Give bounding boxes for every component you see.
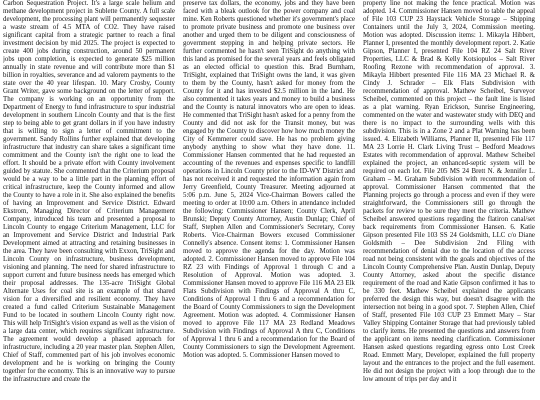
- text-column-right: [363, 0, 535, 400]
- column-text: property line not making the fence practical. Motion was adopted. 14. Commissioner Hansen moved to table the appeal of File 103 CUP 23 Haystack Vehicle Storage – Shipping Containers until the July 3, 2024, Commission meeting. Motion was adopted. Discussion items: 1. Mikayla Hibbert, Planner I, presented the monthly development report. 2. Katie Gipson, Planner I, presented File 104 RZ 24 Salt River Properties, LLC & Brad & Kelly Kotsiopulos – Salt River Roofing Rezone with recommendation of approval. 3. Mikayla Hibbert presented File 116 MA 23 Michael R. & Cindy J. Schrader – Elk Flats Subdivision with recommendation of approval. Mathew Scheibel, Surveyor Scheibel, commented on this project – the fault line is listed as a plat warning. Ryan Erickson, Sunrise Engineering, commented on the water and wastewater study with DEQ and there is no impact to the surrounding wells with this subdivision. This is in a Zone 2 and a Plat Warning has been issued. 4. Elizabeth Williams, Planner II, presented File 117 MA 23 Lorrie H. Clark Living Trust – Bedford Meadows Estates with recommendation of approval. Mathew Scheibel explained the project, an enhanced-septic system will be required on each lot. File 205 MS 24 Brett N. & Jennifer L. Graham – M. Graham Subdivision with recommendation of approval. Commissioner Hansen commented that the Planning projects go through a process and even if they were straightforward, the Commissioners still go through the packets for review to be sure they meet the criteria. Mathew Scheibel answered questions regarding the flatiron canal/set back requirements from Commissioner Hansen. 6. Katie Gipson presented File 103 SS 24 Goldsmith, LLC c/o Diane Goldsmith – Dee Subdivision 2nd Filing with recommendation of denial due to the location of the access road not being consistent with the goals and objectives of the Lincoln County Comprehensive Plan. Austin Dunlap, Deputy County Attorney, asked about the specific distance requirement of the road and Katie Gipson confirmed it has to be 330 feet. Mathew Scheibel explained the applicants preferred the design this way, but doesn't disagree with the intersection not being in a good spot. 7. Stephen Allen, Chief of Staff, presented File 103 CUP 23 Emmett Mary – Star Valley Shipping Container Storage that had previously tabled to clarify items. He presented the questions and answers from the applicant on items needing clarification. Commissioner Hansen asked questions regarding egress onto Lost Creek Road. Emmett Mary, Developer, explained the full property layout and the entrances to the project and the full easement. He did not design the project with a loop through due to the low amount of trips per day and it: [363, 0, 535, 383]
- column-text: Carbon Sequestration Project. It's a large scale helium and methane development project in Sublette County. A full scale development, the processing plant will permanently sequester a waste stream of 4.5 MTA of CO2. They have raised significant capital from a strategic partner to reach a final investment decision by mid 2025. The project is expected to create 400 jobs during construction, around 50 permanent jobs upon completion, is expected to generate $25 million annually in state revenue and will contribute more than $1 billion in royalties, severance and ad valorem payments to the state over the 40 year lifespan. 10. Mary Crosby, County Grant Writer, gave some background on the letter of support. The company is working on an opportunity from the Department of Energy to fund infrastructure to spur industrial development in southern Lincoln County and that is the first step to being able to get grant dollars in if you have industry that is willing to sign a letter of commitment to the government. Sandy Rollins further explained that developing infrastructure that industry can share takes a significant time commitment and the County isn't the right one to lead the effort. It should be a private effort with County involvement guided by statute. She commented that the Criterium proposal would be a way to be a little part in the planning effort of critical infrastructure, keep the County informed and allow the County to have a role in it. She also explained the benefits of having an Improvement and Service District. Edward Ekstrom, Managing Director of Criterium Management Company, introduced his team and presented a proposal to Lincoln County to engage Criterium Management, LLC for an Improvement and Service District and Industrial Park Development aimed at attracting and retaining businesses in the area. They have been consulting with Exxon, TriSight and Lincoln County on infrastructure, business development, visioning and planning. The need for shared infrastructure to support current and future business needs has emerged which their proposal addresses. The 135-acre TriSight Global Alternate Uses for coal site is an example of that shared vision for a diversified and resilient economy. They have created a fund called Criterium Sustainable Management Fund to be located in southern Lincoln County right now. This will help TriSight's vision expand as well as the vision of a large data center, which requires significant infrastructure. The agreement would develop a phased approach for infrastructure, including a 20 year master plan. Stephen Allen, Chief of Staff, commented part of his job involves economic development and he is working on bringing the County together for the economy. This is an innovative way to pursue the infrastructure and create the: [3, 0, 175, 383]
- text-column-middle: [183, 0, 355, 400]
- column-text: preserve tax dollars, the economy, jobs and they have been faced with a bleak outlook for the power company and coal mine. Ken Roberts questioned whether it's government's place to promote private business and promote one business over another and urged them to be diligent and consciousness of government stepping in and helping private sectors. He further commented he hasn't seen TriSight do anything with this land as promised for the several years and feels obligated as an elected official to question this. Brad Burnham, TriSight, explained that TriSight owns the land, it was given to them by the County, hasn't asked for money from the County for it and has invested $2.5 million in the land. He also commented it takes years and money to build a business and the County is natural innovators who are open to ideas. He commented that TriSight hasn't asked for a penny from the County and did not ask for the Transit money, but was engaged by the County to discover how how much money the City of Kemmerer could save. He has no problem giving anybody anything to show what they have done. 11. Commissioner Hansen commented that he had requested an accounting of the revenues and expenses specific to landfill operations in Lincoln County prior to the ID-WY District and has not received it and requested the information again from Jerry Greenfield, County Treasurer. Meeting adjourned at 5:06 p.m. June 5, 2024 Vice-Chairman Bowers called the meeting to order at 10:00 a.m. Others in attendance included the following: Commissioner Hansen; County Clerk, April Brunski; Deputy County Attorney, Austin Dunlap; Chief of Staff, Stephen Allen and Commissioner's Secretary, Corey Roberts. Vice-Chairman Bowers excused Commissioner Connelly's absence. Consent items: 1. Commissioner Hansen moved to approve the agenda for the day. Motion was adopted. 2. Commissioner Hansen moved to approve File 104 RZ 23 with Findings of Approval 1 through C and a Resolution of Approval. Motion was adopted. 3. Commissioner Hansen moved to approve File 116 MA 23 Elk Flats Subdivision with Findings of Approval A thru C, Conditions of Approval 1 thru 6 and a recommendation for the Board of County Commissioners to sign the Development Agreement. Motion was adopted. 4. Commissioner Hansen moved to approve File 117 MA 23 Redland Meadows Subdivision with Findings of Approval A thru C, Conditions of Approval 1 thru 6 and a recommendation for the Board of County Commissioners to sign the Development Agreement. Motion was adopted. 5. Commissioner Hansen moved to: [183, 0, 355, 359]
- text-column-left: [3, 0, 175, 400]
